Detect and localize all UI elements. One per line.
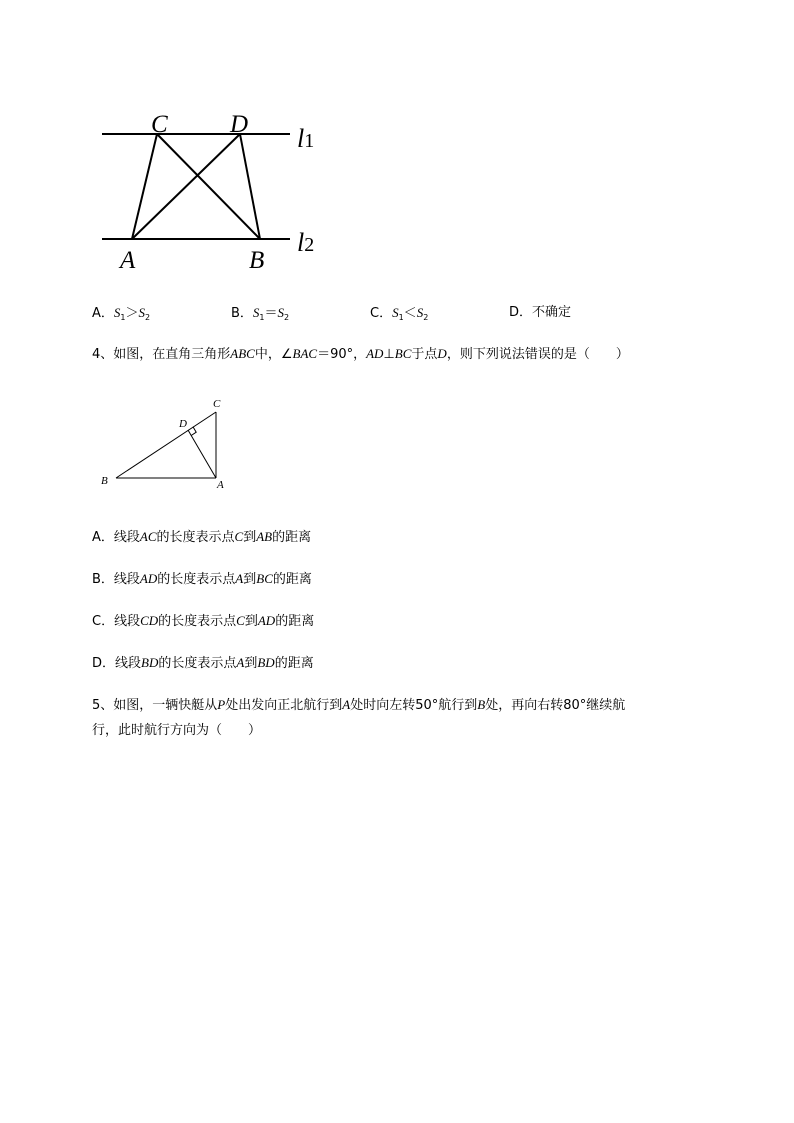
q4-option-c[interactable]: C．线段CD的长度表示点C到AD的距离 [92,613,315,629]
segment-ad [132,134,240,239]
q4-option-d[interactable]: D．线段BD的长度表示点A到BD的距离 [92,655,314,671]
label-b: B [249,247,265,274]
q5-question-line2: 行，此时航行方向为（ ） [92,723,262,738]
q3-option-c[interactable]: C．$S_1<S_2$ [370,305,429,322]
tri-label-d: D [179,418,187,430]
q4-option-a[interactable]: A．线段AC的长度表示点C到AB的距离 [92,529,312,545]
label-l1: l1 [297,124,315,153]
segment-ad [188,430,216,478]
segment-db [240,134,260,239]
label-a: A [120,247,136,274]
tri-label-b: B [101,475,108,487]
label-l2: l2 [297,228,315,257]
q3-option-a[interactable]: A．$S_1>S_2$ [92,305,151,322]
tri-label-c: C [213,398,221,410]
q5-question-line1: 5、如图，一辆快艇从P处出发向正北航行到A处时向左转50°航行到B处，再向右转80°继续航 [92,697,626,713]
q4-question-stem: 4、如图，在直角三角形ABC中，∠BAC＝90°，AD⊥BC于点D，则下列说法错误的是（ ） [92,346,629,362]
q4-option-b[interactable]: B．线段AD的长度表示点A到BC的距离 [92,571,312,587]
label-c: C [151,111,168,138]
parallel-lines-figure [95,105,335,280]
right-triangle-figure [95,393,240,493]
segment-cb [157,134,260,239]
tri-label-a: A [217,479,224,491]
q3-option-d[interactable]: D．不确定 [509,305,572,320]
segment-bc [116,412,216,478]
label-d: D [230,111,249,138]
segment-ca [132,134,157,239]
q3-option-b[interactable]: B．$S_1=S_2$ [231,305,290,322]
